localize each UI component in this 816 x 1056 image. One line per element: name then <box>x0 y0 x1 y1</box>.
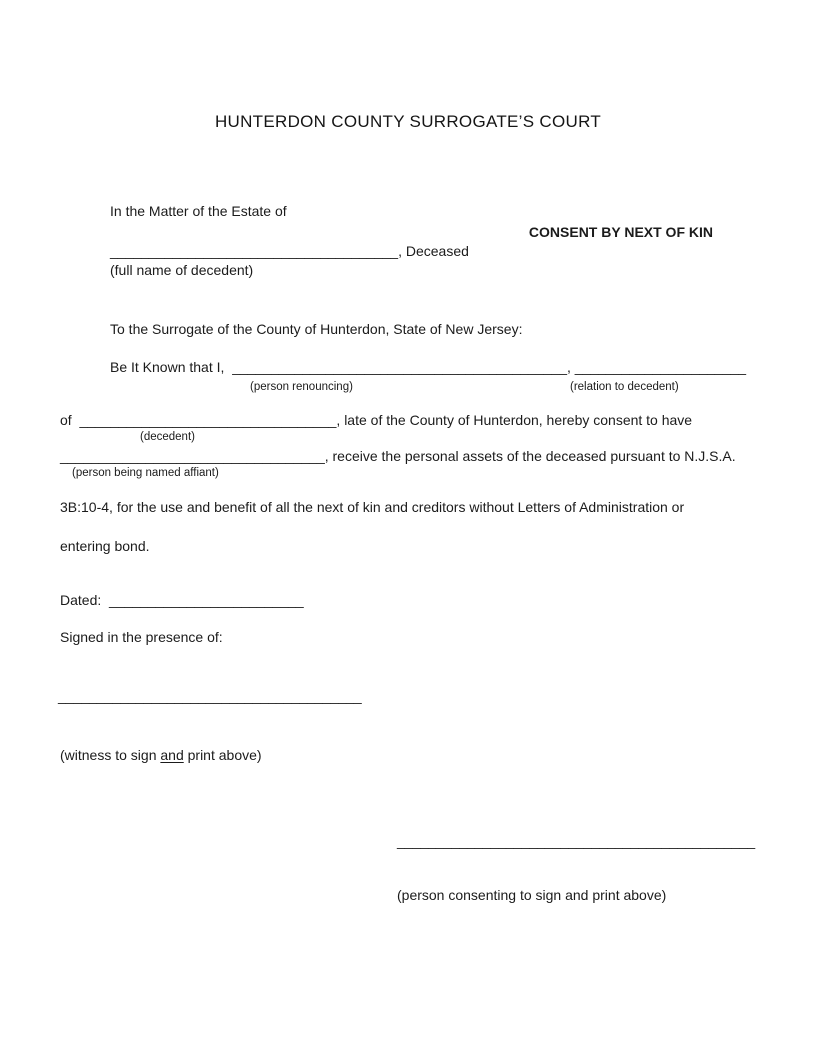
decedent-name-line <box>110 243 469 259</box>
statute-line-2: entering bond. <box>60 538 150 554</box>
be-it-known-line <box>110 359 746 375</box>
late-text: , late of the County of Hunterdon, hereby consent to have <box>336 412 693 428</box>
person-renouncing-label: (person renouncing) <box>250 381 353 393</box>
salutation-line: To the Surrogate of the County of Hunterdon, State of New Jersey: <box>110 321 523 337</box>
receive-text: , receive the personal assets of the deceased pursuant to N.J.S.A. <box>324 448 736 464</box>
dated-blank: _________________________ <box>109 592 304 608</box>
affiant-label: (person being named affiant) <box>72 467 219 479</box>
page-title: HUNTERDON COUNTY SURROGATE’S COURT <box>214 112 602 131</box>
decedent-name-blank: _____________________________________ <box>110 243 399 259</box>
be-it-known-prefix: Be It Known that I, <box>110 359 233 375</box>
person-renouncing-blank: ___________________________________________ <box>232 359 567 375</box>
witness-caption <box>60 747 262 763</box>
witness-caption-pre: (witness to sign <box>60 747 161 763</box>
decedent-blank: _________________________________ <box>79 412 337 428</box>
separator-comma: , <box>567 359 575 375</box>
consent-heading: CONSENT BY NEXT OF KIN <box>528 224 713 240</box>
of-prefix: of <box>60 412 80 428</box>
relation-blank: ______________________ <box>574 359 747 375</box>
relation-label: (relation to decedent) <box>570 381 679 393</box>
witness-caption-and-underlined: and <box>160 747 184 763</box>
dated-line <box>60 592 304 608</box>
of-line <box>60 412 692 428</box>
decedent-label: (decedent) <box>140 431 195 443</box>
witness-caption-post: print above) <box>183 747 262 763</box>
dated-label: Dated: <box>60 592 110 608</box>
consent-caption: (person consenting to sign and print above) <box>397 887 667 903</box>
full-name-label: (full name of decedent) <box>110 262 254 278</box>
statute-line-1: 3B:10-4, for the use and benefit of all the next of kin and creditors without Letters of Administration or <box>60 499 685 515</box>
matter-line: In the Matter of the Estate of <box>110 203 287 219</box>
affiant-line <box>60 448 736 464</box>
affiant-blank: __________________________________ <box>60 448 325 464</box>
deceased-suffix: , Deceased <box>398 243 469 259</box>
consent-signature-line: ______________________________________________ <box>397 833 756 849</box>
presence-line: Signed in the presence of: <box>60 629 223 645</box>
witness-signature-line: _______________________________________ <box>58 688 362 704</box>
